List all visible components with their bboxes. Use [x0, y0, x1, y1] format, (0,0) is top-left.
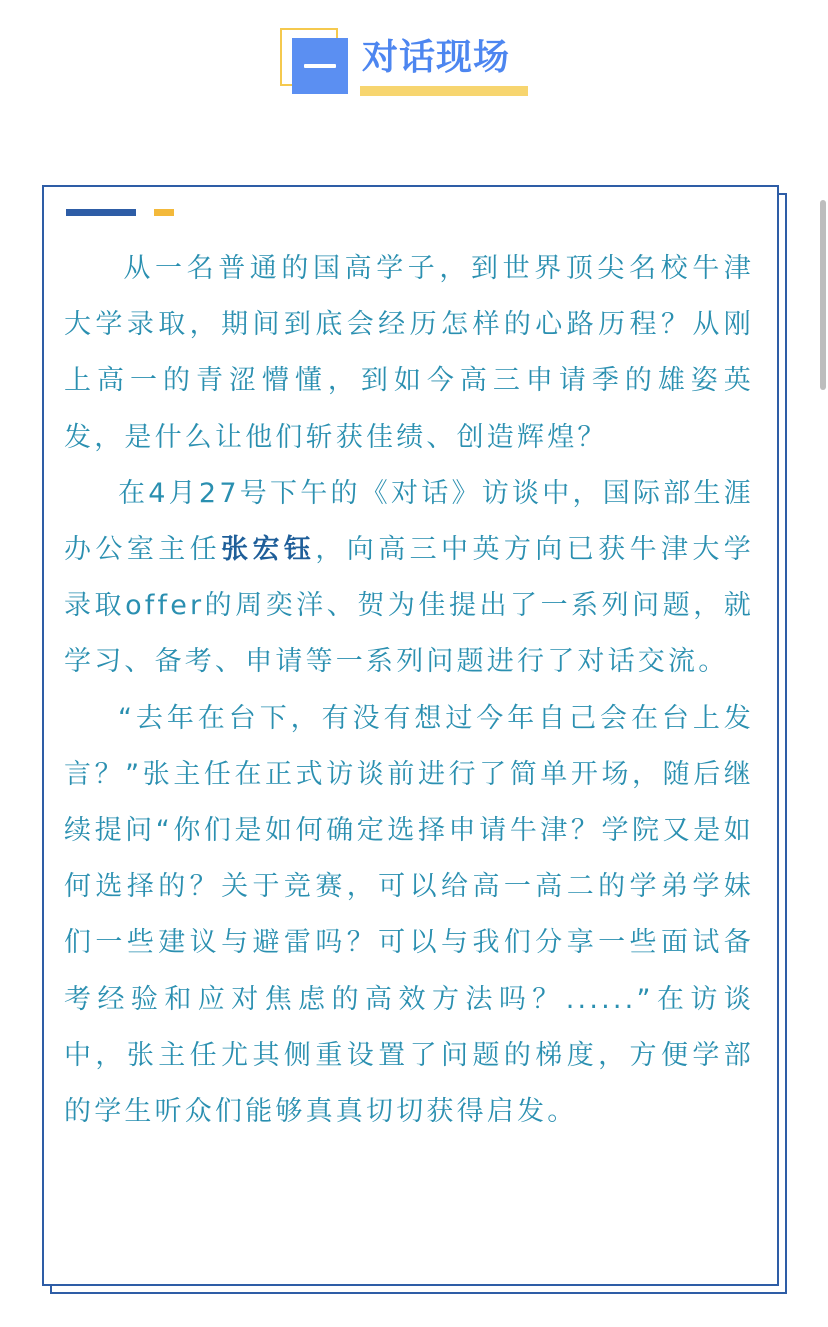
section-title: 对话现场 [362, 37, 511, 78]
paragraph-interview-rest: ，向高三中英方向已获牛津大学录取offer的周奕洋、贺为佳提出了一系列问题，就学习、备考、申请等一系列问题进行了对话交流。 [64, 534, 754, 678]
scrollbar[interactable] [820, 200, 826, 390]
director-name: 张宏钰 [221, 534, 316, 566]
accent-bar-blue [66, 209, 136, 216]
header-highlight [360, 86, 528, 96]
paragraph-interview [64, 466, 754, 691]
paragraph-questions: “去年在台下，有没有想过今年自己会在台上发言？”张主任在正式访谈前进行了简单开场，随后继续提问“你们是如何确定选择申请牛津？学院又是如何选择的？关于竞赛，可以给高一高二的学弟学妹们一些建议与避雷吗？可以与我们分享一些面试备考经验和应对焦虑的高效方法吗？......”在访谈中，张主任尤其侧重设置了问题的梯度，方便学部的学生听众们能够真真切切获得启发。 [64, 702, 754, 1128]
content-card [42, 185, 779, 1286]
accent-bar-yellow [154, 209, 174, 216]
article-body [64, 241, 754, 1140]
paragraph-intro: 从一名普通的国高学子，到世界顶尖名校牛津大学录取，期间到底会经历怎样的心路历程？从刚上高一的青涩懵懂，到如今高三申请季的雄姿英发，是什么让他们斩获佳绩、创造辉煌？ [64, 253, 754, 453]
paragraph-interview-lead: 在4月27号下午的《对话》访谈中，国际部生涯办公室主任 [64, 477, 754, 566]
dash-icon [304, 64, 336, 68]
